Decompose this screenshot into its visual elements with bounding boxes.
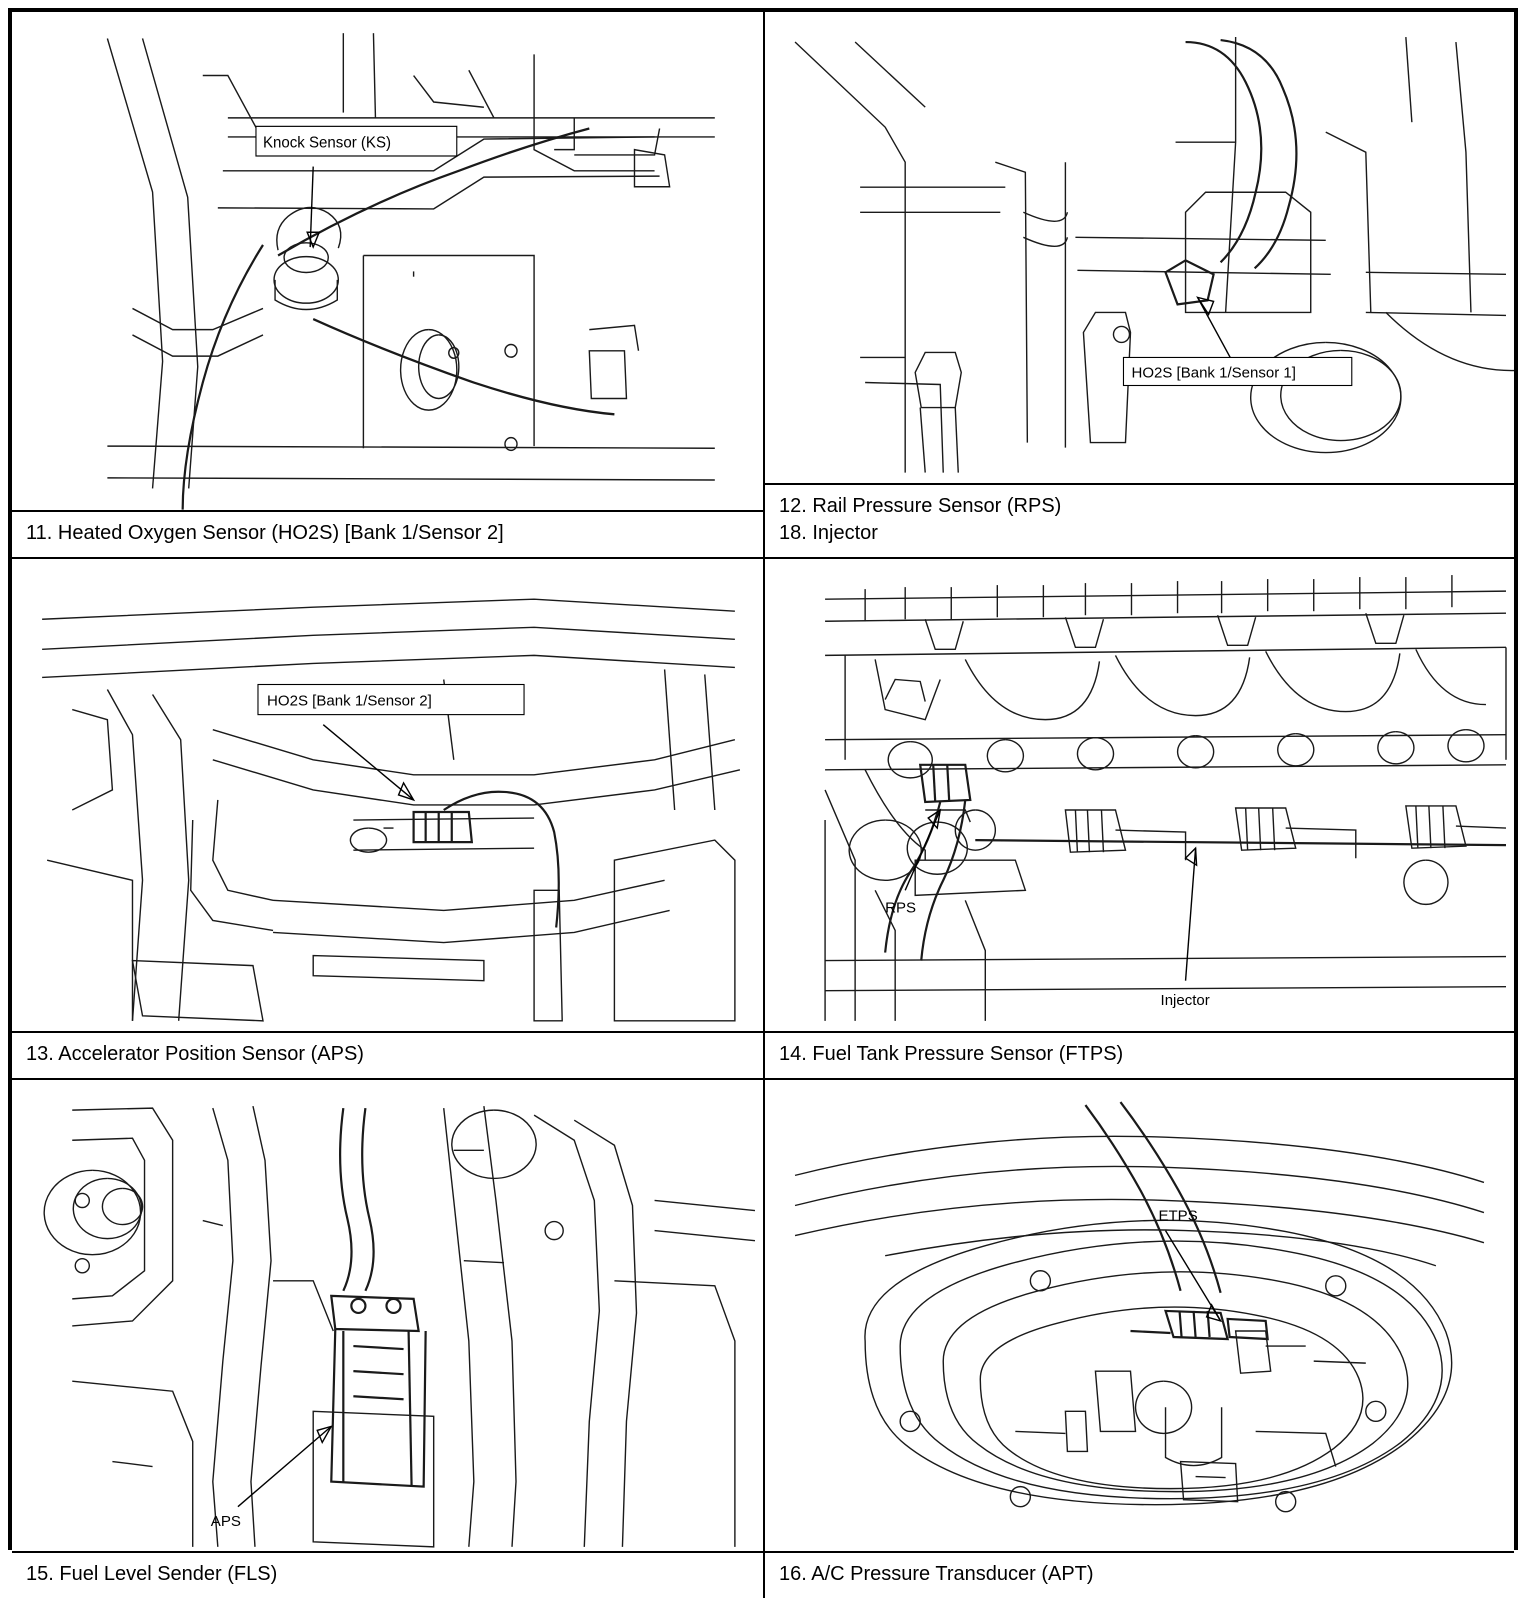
cell-15 bbox=[12, 1080, 763, 1598]
table-row bbox=[12, 557, 1514, 1078]
cell-14 bbox=[763, 559, 1514, 1078]
caption-line: 16. A/C Pressure Transducer (APT) bbox=[779, 1561, 1500, 1588]
svg-text:APS: APS bbox=[211, 1512, 241, 1529]
caption-line: 12. Rail Pressure Sensor (RPS) bbox=[779, 493, 1500, 520]
caption-line: 13. Accelerator Position Sensor (APS) bbox=[26, 1041, 749, 1068]
accelerator-position-sensor-figure bbox=[12, 1080, 763, 1552]
table-row bbox=[12, 1078, 1514, 1598]
knock-sensor-figure bbox=[12, 12, 763, 510]
caption-line: 11. Heated Oxygen Sensor (HO2S) [Bank 1/Sensor 2] bbox=[26, 520, 749, 547]
svg-text:HO2S [Bank 1/Sensor 1]: HO2S [Bank 1/Sensor 1] bbox=[1131, 364, 1295, 381]
caption-16 bbox=[765, 1551, 1514, 1598]
svg-text:Injector: Injector bbox=[1161, 991, 1210, 1008]
cell-12 bbox=[763, 12, 1514, 557]
figure-table bbox=[8, 8, 1518, 1550]
table-row bbox=[12, 12, 1514, 557]
svg-text:ETPS: ETPS bbox=[1159, 1207, 1198, 1224]
rail-pressure-sensor-injector-figure bbox=[765, 559, 1514, 1031]
caption-11 bbox=[12, 510, 763, 557]
svg-text:HO2S [Bank 1/Sensor 2]: HO2S [Bank 1/Sensor 2] bbox=[267, 692, 432, 709]
caption-13 bbox=[12, 1031, 763, 1078]
caption-15 bbox=[12, 1551, 763, 1598]
svg-text:Knock Sensor (KS): Knock Sensor (KS) bbox=[263, 134, 391, 151]
caption-12 bbox=[765, 483, 1514, 557]
cell-11 bbox=[12, 12, 763, 557]
cell-13 bbox=[12, 559, 763, 1078]
fuel-tank-pressure-sensor-figure bbox=[765, 1080, 1514, 1552]
svg-text:RPS: RPS bbox=[885, 899, 916, 916]
caption-line: 14. Fuel Tank Pressure Sensor (FTPS) bbox=[779, 1041, 1500, 1068]
caption-14 bbox=[765, 1031, 1514, 1078]
ho2s-bank1-sensor2-figure bbox=[12, 559, 763, 1031]
caption-line: 18. Injector bbox=[779, 520, 1500, 547]
caption-line: 15. Fuel Level Sender (FLS) bbox=[26, 1561, 749, 1588]
cell-16 bbox=[763, 1080, 1514, 1598]
ho2s-bank1-sensor1-figure bbox=[765, 12, 1514, 483]
